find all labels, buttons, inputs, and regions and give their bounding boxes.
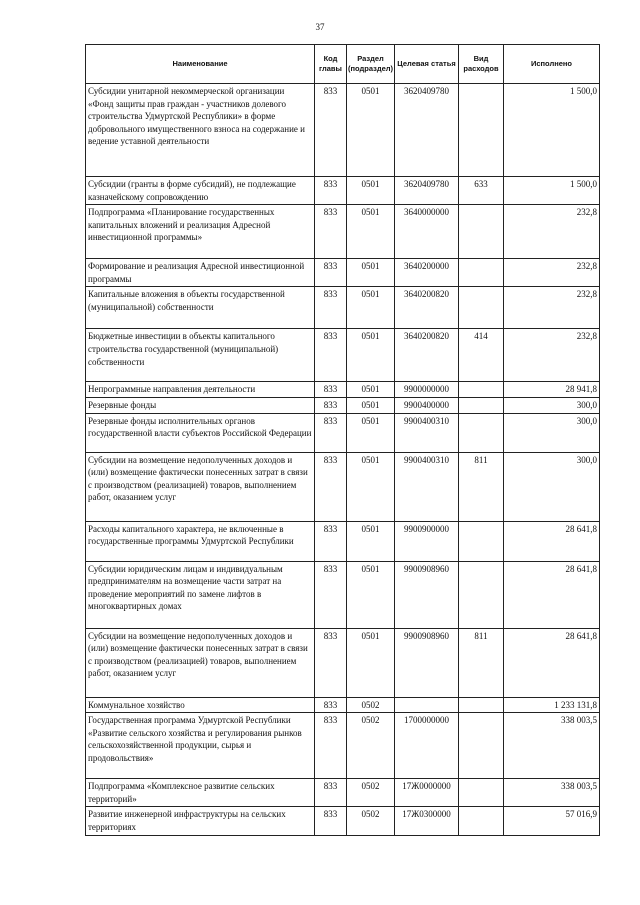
cell-code: 833 [315,628,347,697]
cell-target: 17Ж0000000 [395,779,459,807]
cell-target: 9900000000 [395,382,459,398]
cell-code: 833 [315,382,347,398]
cell-executed: 232,8 [504,205,600,259]
header-name: Наименование [86,45,315,84]
cell-code: 833 [315,397,347,413]
cell-exptype [459,521,504,561]
cell-exptype [459,561,504,628]
cell-section: 0501 [347,382,395,398]
cell-name: Резервные фонды [86,397,315,413]
cell-target: 9900400310 [395,452,459,521]
cell-exptype [459,697,504,713]
cell-name: Развитие инженерной инфраструктуры на сельских территориях [86,807,315,835]
cell-target: 9900900000 [395,521,459,561]
header-row [86,45,600,84]
cell-exptype [459,259,504,287]
budget-table [85,44,600,836]
cell-code: 833 [315,259,347,287]
cell-section: 0502 [347,807,395,835]
cell-executed: 28 641,8 [504,628,600,697]
cell-name: Коммунальное хозяйство [86,697,315,713]
table-row [86,561,600,628]
cell-exptype: 811 [459,452,504,521]
table-row [86,382,600,398]
cell-name: Субсидии на возмещение недополученных доходов и (или) возмещение фактически понесенных затрат в связи с производством (реализацией) товаров, выполнением работ, оказанием услуг [86,452,315,521]
cell-target: 1700000000 [395,713,459,779]
cell-code: 833 [315,177,347,205]
cell-executed: 300,0 [504,413,600,452]
cell-section: 0501 [347,561,395,628]
cell-executed: 1 500,0 [504,84,600,177]
cell-executed: 338 003,5 [504,779,600,807]
cell-section: 0501 [347,397,395,413]
table-row [86,205,600,259]
cell-exptype [459,287,504,329]
cell-executed: 232,8 [504,259,600,287]
header-section: Раздел (подраздел) [347,45,395,84]
table-row [86,779,600,807]
cell-code: 833 [315,452,347,521]
cell-target: 9900400310 [395,413,459,452]
cell-name: Формирование и реализация Адресной инвестиционной программы [86,259,315,287]
table-row [86,287,600,329]
cell-target: 3640200820 [395,329,459,382]
table-row [86,807,600,835]
cell-name: Субсидии унитарной некоммерческой организации «Фонд защиты прав граждан - участников долевого строительства Удмуртской Республики» в форме добровольного имущественного взноса на содержание и ведение уставной деятельности [86,84,315,177]
table-row [86,177,600,205]
cell-code: 833 [315,561,347,628]
cell-section: 0501 [347,84,395,177]
cell-code: 833 [315,779,347,807]
table-row [86,329,600,382]
cell-section: 0501 [347,521,395,561]
cell-executed: 57 016,9 [504,807,600,835]
cell-executed: 1 500,0 [504,177,600,205]
cell-target: 3640000000 [395,205,459,259]
cell-target: 9900908960 [395,628,459,697]
cell-exptype: 811 [459,628,504,697]
cell-target: 3620409780 [395,177,459,205]
cell-code: 833 [315,329,347,382]
cell-exptype [459,807,504,835]
cell-code: 833 [315,84,347,177]
cell-exptype [459,713,504,779]
cell-exptype [459,84,504,177]
cell-exptype [459,397,504,413]
table-row [86,397,600,413]
cell-executed: 338 003,5 [504,713,600,779]
cell-executed: 28 641,8 [504,561,600,628]
cell-code: 833 [315,713,347,779]
cell-executed: 300,0 [504,452,600,521]
cell-target: 3640200000 [395,259,459,287]
table-row [86,713,600,779]
cell-target: 9900400000 [395,397,459,413]
cell-name: Непрограммные направления деятельности [86,382,315,398]
header-code: Код главы [315,45,347,84]
cell-exptype [459,382,504,398]
cell-target: 3620409780 [395,84,459,177]
table-body [86,84,600,836]
cell-code: 833 [315,413,347,452]
cell-section: 0501 [347,205,395,259]
table-row [86,521,600,561]
cell-name: Бюджетные инвестиции в объекты капитального строительства государственной (муниципальной) собственности [86,329,315,382]
cell-name: Государственная программа Удмуртской Республики «Развитие сельского хозяйства и регулирования рынков сельскохозяйственной продукции, сырья и продовольствия» [86,713,315,779]
cell-code: 833 [315,287,347,329]
header-target: Целевая статья [395,45,459,84]
cell-section: 0502 [347,779,395,807]
cell-exptype [459,205,504,259]
cell-section: 0501 [347,259,395,287]
cell-name: Подпрограмма «Комплексное развитие сельских территорий» [86,779,315,807]
cell-target: 3640200820 [395,287,459,329]
cell-exptype [459,779,504,807]
cell-name: Капитальные вложения в объекты государственной (муниципальной) собственности [86,287,315,329]
cell-target: 17Ж0300000 [395,807,459,835]
cell-code: 833 [315,697,347,713]
cell-executed: 1 233 131,8 [504,697,600,713]
cell-section: 0501 [347,452,395,521]
cell-section: 0501 [347,628,395,697]
cell-code: 833 [315,521,347,561]
cell-section: 0502 [347,713,395,779]
header-executed: Исполнено [504,45,600,84]
table-row [86,84,600,177]
cell-code: 833 [315,205,347,259]
table-row [86,452,600,521]
cell-target [395,697,459,713]
table-row [86,697,600,713]
cell-name: Подпрограмма «Планирование государственных капитальных вложений и реализация Адресной инвестиционной программы» [86,205,315,259]
cell-exptype: 414 [459,329,504,382]
cell-exptype: 633 [459,177,504,205]
cell-target: 9900908960 [395,561,459,628]
cell-executed: 232,8 [504,287,600,329]
table-row [86,628,600,697]
cell-section: 0501 [347,329,395,382]
cell-executed: 28 641,8 [504,521,600,561]
table-row [86,259,600,287]
cell-exptype [459,413,504,452]
cell-executed: 28 941,8 [504,382,600,398]
cell-section: 0501 [347,413,395,452]
page-number: 37 [315,22,325,32]
cell-name: Субсидии на возмещение недополученных доходов и (или) возмещение фактически понесенных затрат в связи с производством (реализацией) товаров, выполнением работ, оказанием услуг [86,628,315,697]
cell-section: 0501 [347,177,395,205]
cell-name: Субсидии юридическим лицам и индивидуальным предпринимателям на возмещение части затрат на проведение мероприятий по замене лифтов в многоквартирных домах [86,561,315,628]
cell-executed: 232,8 [504,329,600,382]
cell-code: 833 [315,807,347,835]
cell-executed: 300,0 [504,397,600,413]
table-row [86,413,600,452]
cell-name: Расходы капитального характера, не включенные в государственные программы Удмуртской Республики [86,521,315,561]
cell-name: Резервные фонды исполнительных органов государственной власти субъектов Российской Федерации [86,413,315,452]
cell-name: Субсидии (гранты в форме субсидий), не подлежащие казначейскому сопровождению [86,177,315,205]
cell-section: 0501 [347,287,395,329]
cell-section: 0502 [347,697,395,713]
header-exptype: Вид расходов [459,45,504,84]
